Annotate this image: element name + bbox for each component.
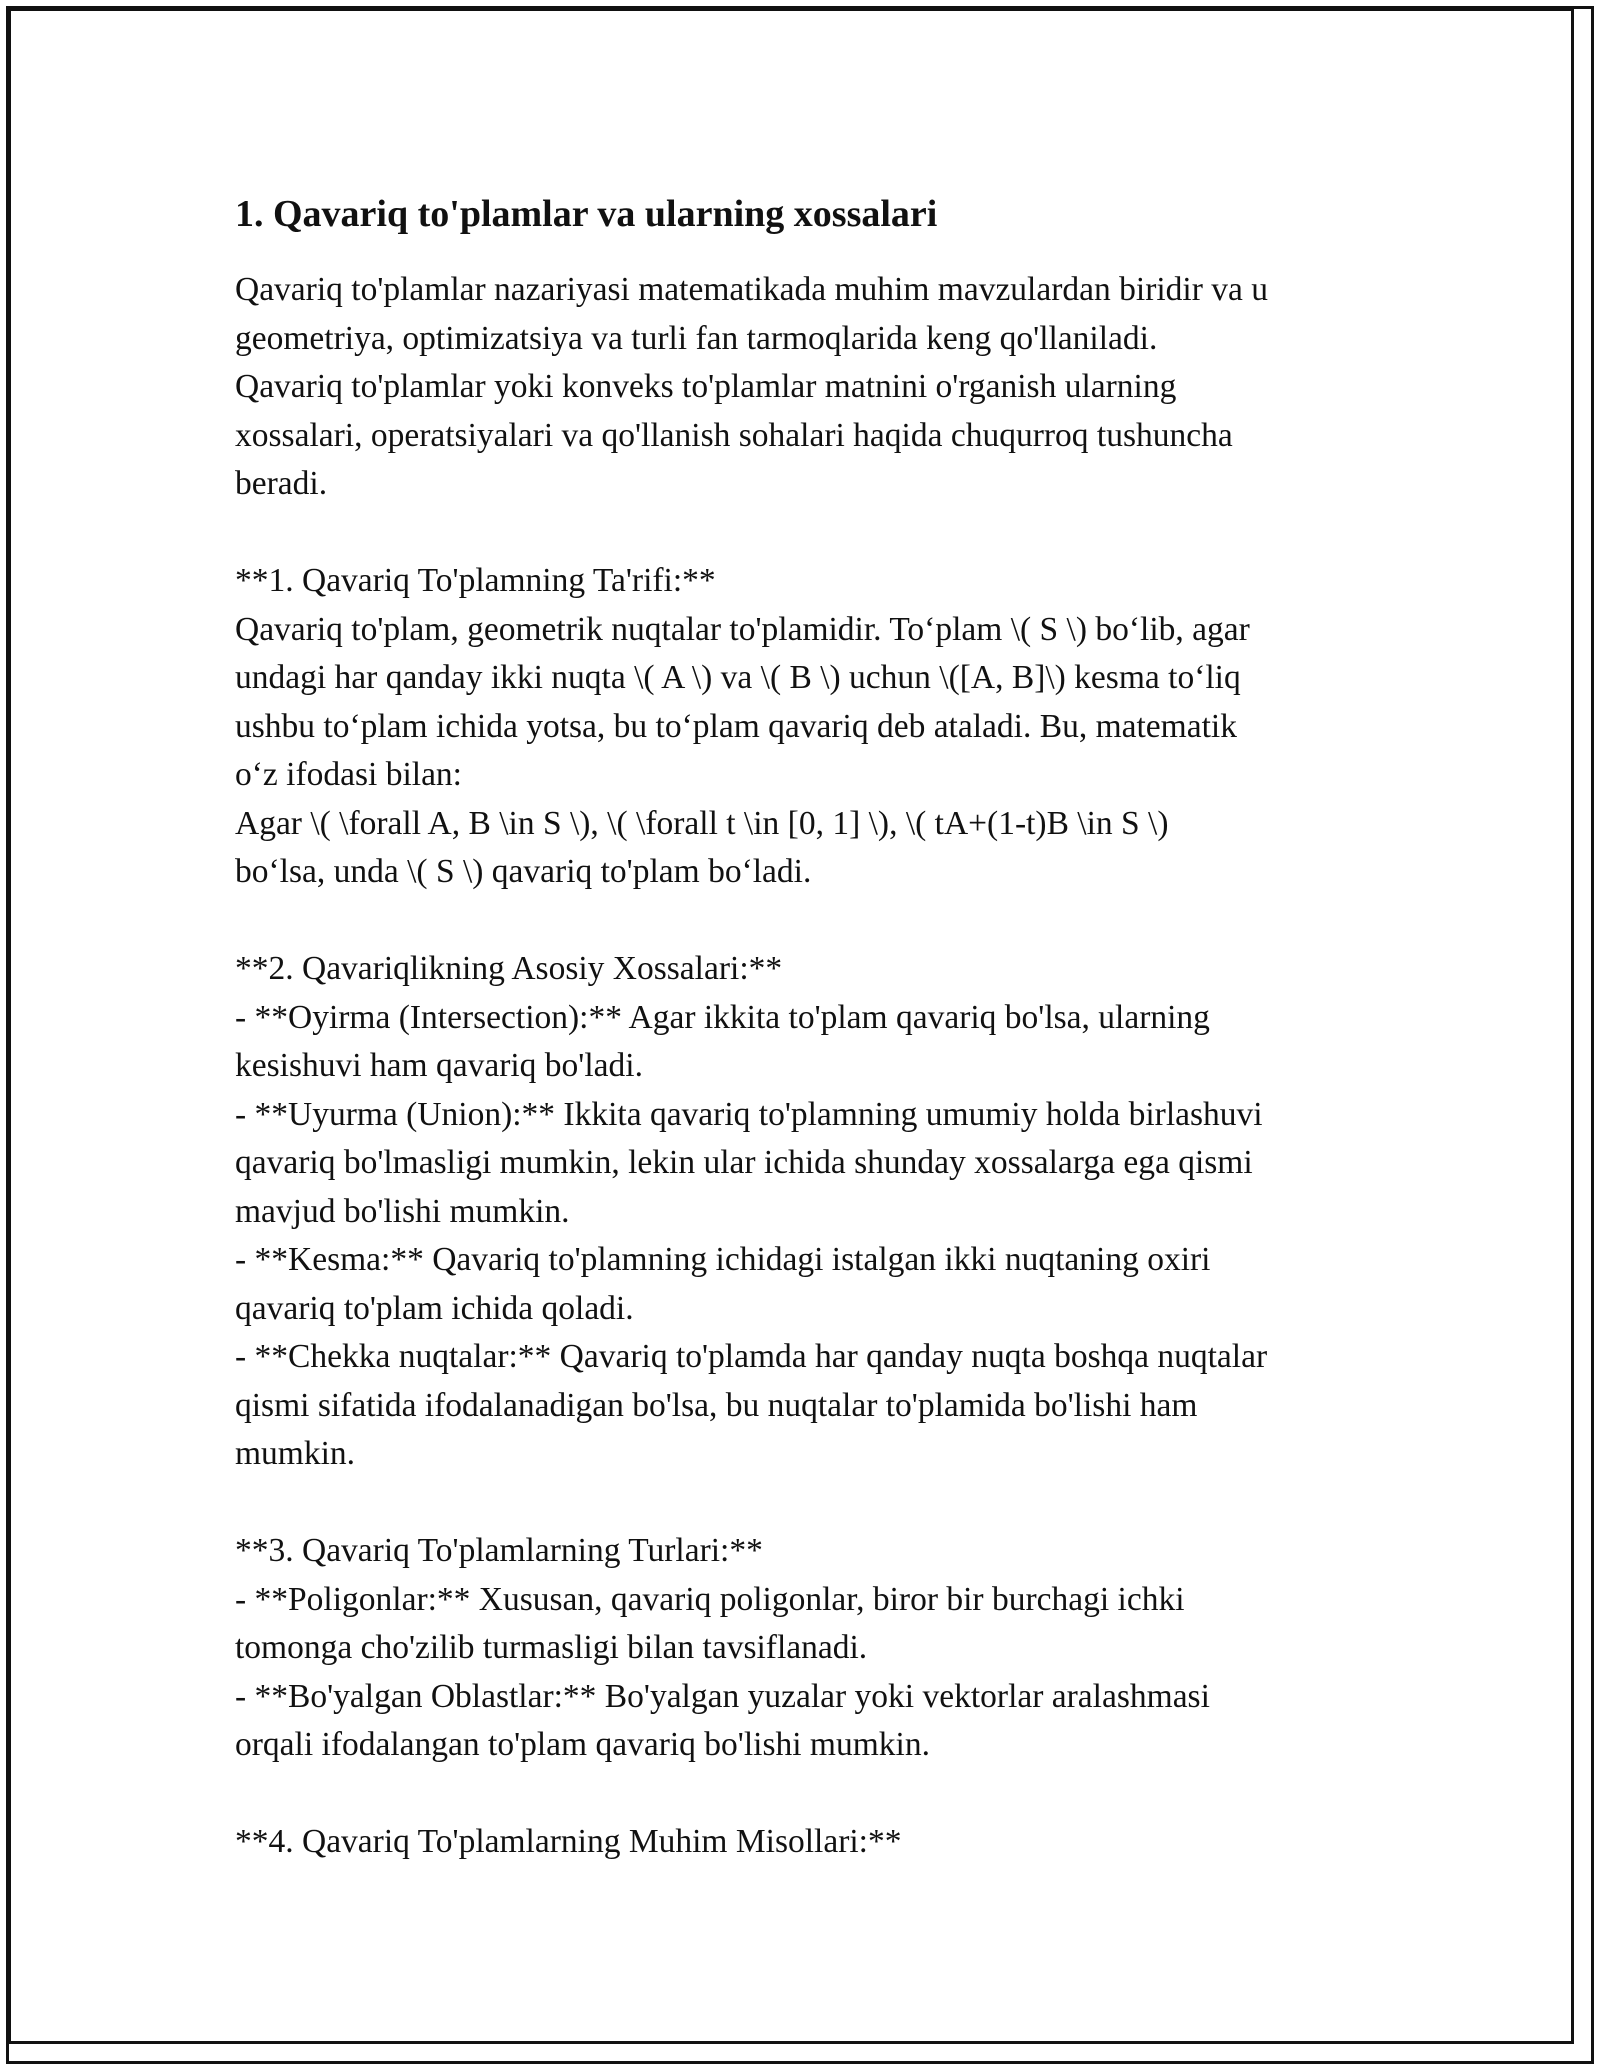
text-line: undagi har qanday ikki nuqta \( A \) va \( B \) uchun \([A, B]\) kesma to‘liq <box>235 659 1241 696</box>
section-heading: **3. Qavariq To'plamlarning Turlari:** <box>235 1532 763 1569</box>
section-heading: **2. Qavariqlikning Asosiy Xossalari:** <box>235 950 783 987</box>
blank-line <box>235 897 1375 946</box>
text-line: bo‘lsa, unda \( S \) qavariq to'plam bo‘ladi. <box>235 853 812 890</box>
text-line: qavariq to'plam ichida qoladi. <box>235 1289 634 1327</box>
text-line: qismi sifatida ifodalanadigan bo'lsa, bu nuqtalar to'plamida bo'lishi ham <box>235 1386 1198 1424</box>
text-line: geometriya, optimizatsiya va turli fan tarmoqlarida keng qo'llaniladi. <box>235 319 1158 357</box>
text-line: o‘z ifodasi bilan: <box>235 756 462 793</box>
document-page <box>235 188 1375 1867</box>
section-definition <box>235 557 1375 897</box>
section-properties <box>235 945 1375 1479</box>
text-line: - **Kesma:** Qavariq to'plamning ichidagi istalgan ikki nuqtaning oxiri <box>235 1241 1211 1278</box>
text-line: - **Bo'yalgan Oblastlar:** Bo'yalgan yuzalar yoki vektorlar aralashmasi <box>235 1677 1210 1715</box>
section-types <box>235 1527 1375 1770</box>
text-line: Qavariq to'plamlar nazariyasi matematikada muhim mavzulardan biridir va u <box>235 271 1268 308</box>
text-line: Qavariq to'plam, geometrik nuqtalar to'plamidir. To‘plam \( S \) bo‘lib, agar <box>235 610 1250 648</box>
section-heading: **1. Qavariq To'plamning Ta'rifi:** <box>235 562 716 599</box>
document-title: 1. Qavariq to'plamlar va ularning xossalari <box>235 193 938 235</box>
text-line: kesishuvi ham qavariq bo'ladi. <box>235 1047 643 1084</box>
blank-line <box>235 1770 1375 1819</box>
text-line: orqali ifodalangan to'plam qavariq bo'lishi mumkin. <box>235 1726 930 1763</box>
text-line: - **Chekka nuqtalar:** Qavariq to'plamda har qanday nuqta boshqa nuqtalar <box>235 1338 1268 1375</box>
intro-paragraph <box>235 266 1375 509</box>
text-line: - **Poligonlar:** Xususan, qavariq poligonlar, biror bir burchagi ichki <box>235 1580 1185 1618</box>
blank-line <box>235 1479 1375 1528</box>
section-examples <box>235 1818 1375 1867</box>
text-line: ushbu to‘plam ichida yotsa, bu to‘plam qavariq deb ataladi. Bu, matematik <box>235 707 1237 745</box>
text-line: - **Uyurma (Union):** Ikkita qavariq to'plamning umumiy holda birlashuvi <box>235 1095 1263 1133</box>
section-heading: **4. Qavariq To'plamlarning Muhim Misollari:** <box>235 1823 902 1860</box>
text-line: Qavariq to'plamlar yoki konveks to'plamlar matnini o'rganish ularning <box>235 368 1177 405</box>
text-line: - **Oyirma (Intersection):** Agar ikkita to'plam qavariq bo'lsa, ularning <box>235 998 1210 1036</box>
text-line: tomonga cho'zilib turmasligi bilan tavsiflanadi. <box>235 1629 868 1666</box>
text-line: Agar \( \forall A, B \in S \), \( \forall t \in [0, 1] \), \( tA+(1-t)B \in S \) <box>235 804 1169 842</box>
text-line: beradi. <box>235 465 328 502</box>
text-line: mavjud bo'lishi mumkin. <box>235 1192 570 1230</box>
blank-line <box>235 509 1375 558</box>
text-line: qavariq bo'lmasligi mumkin, lekin ular ichida shunday xossalarga ega qismi <box>235 1144 1253 1181</box>
text-line: xossalari, operatsiyalari va qo'llanish sohalari haqida chuqurroq tushuncha <box>235 416 1233 454</box>
text-line: mumkin. <box>235 1435 356 1472</box>
